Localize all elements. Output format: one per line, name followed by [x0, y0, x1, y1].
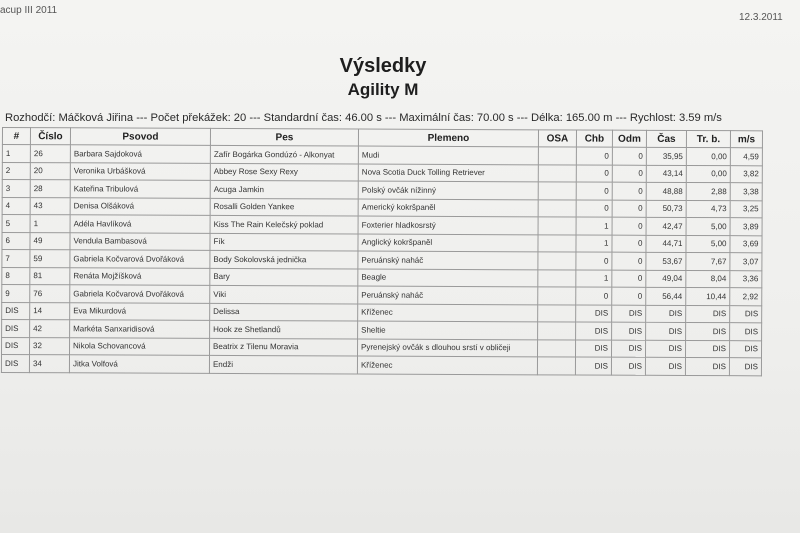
- faults-cell: 1: [576, 270, 612, 288]
- faults-cell: 0: [576, 287, 612, 305]
- handler-cell: Eva Mikurdová: [70, 302, 210, 320]
- penalty-cell: DIS: [686, 322, 730, 340]
- time-cell: 35,95: [646, 147, 686, 165]
- dog-cell: Delissa: [210, 303, 358, 321]
- speed-cell: 3,69: [730, 235, 762, 253]
- time-cell: 50,73: [646, 200, 686, 218]
- time-cell: 56,44: [646, 287, 686, 305]
- number-cell: 42: [30, 320, 70, 338]
- osa-cell: [538, 182, 576, 200]
- refusals-cell: DIS: [612, 322, 646, 340]
- dog-cell: Bary: [210, 268, 358, 286]
- penalty-cell: 5,00: [686, 235, 730, 253]
- dog-cell: Hook ze Shetlandů: [210, 320, 358, 338]
- speed-cell: 2,92: [730, 288, 762, 306]
- col-header-refusals: Odm: [612, 130, 646, 147]
- refusals-cell: 0: [612, 287, 646, 305]
- breed-cell: Beagle: [358, 269, 538, 287]
- refusals-cell: DIS: [612, 340, 646, 358]
- time-cell: DIS: [646, 322, 686, 340]
- col-header-faults: Chb: [576, 130, 612, 147]
- osa-cell: [537, 357, 575, 375]
- rank-cell: DIS: [2, 337, 30, 355]
- dog-cell: Viki: [210, 285, 358, 303]
- rank-cell: 8: [2, 267, 30, 285]
- col-header-handler: Psovod: [70, 128, 210, 146]
- competition-name: acup III 2011: [0, 5, 58, 16]
- faults-cell: DIS: [576, 305, 612, 323]
- number-cell: 26: [30, 145, 70, 163]
- col-header-osa: OSA: [538, 130, 576, 147]
- faults-cell: DIS: [575, 357, 611, 375]
- refusals-cell: 0: [612, 217, 646, 235]
- rank-cell: DIS: [1, 355, 29, 373]
- col-header-breed: Plemeno: [358, 129, 538, 147]
- handler-cell: Gabriela Kočvarová Dvořáková: [70, 285, 210, 303]
- faults-cell: DIS: [576, 322, 612, 340]
- number-cell: 81: [30, 267, 70, 285]
- rank-cell: 4: [2, 197, 30, 215]
- dog-cell: Body Sokolovská jednička: [210, 250, 358, 268]
- dog-cell: Fík: [210, 233, 358, 251]
- breed-cell: Pyrenejský ovčák s dlouhou srstí v obličeji: [358, 339, 538, 357]
- rank-cell: 2: [2, 162, 30, 180]
- number-cell: 76: [30, 285, 70, 303]
- osa-cell: [538, 147, 576, 165]
- faults-cell: DIS: [576, 340, 612, 358]
- osa-cell: [538, 252, 576, 270]
- penalty-cell: 0,00: [686, 165, 730, 183]
- speed-cell: 3,25: [730, 200, 762, 218]
- time-cell: 49,04: [646, 270, 686, 288]
- number-cell: 20: [30, 162, 70, 180]
- breed-cell: Foxterier hladkosrstý: [358, 216, 538, 234]
- breed-cell: Americký kokršpaněl: [358, 199, 538, 217]
- results-table: [1, 127, 763, 376]
- osa-cell: [538, 234, 576, 252]
- breed-cell: Kříženec: [357, 356, 537, 374]
- time-cell: 44,71: [646, 235, 686, 253]
- dog-cell: Beatrix z Tilenu Moravia: [210, 338, 358, 356]
- speed-cell: DIS: [730, 305, 762, 323]
- penalty-cell: 7,67: [686, 252, 730, 270]
- col-header-number: Číslo: [30, 128, 70, 145]
- number-cell: 32: [30, 337, 70, 355]
- refusals-cell: 0: [612, 182, 646, 200]
- refusals-cell: 0: [612, 165, 646, 183]
- penalty-cell: 2,88: [686, 182, 730, 200]
- breed-cell: Peruánský naháč: [358, 251, 538, 269]
- refusals-cell: 0: [612, 147, 646, 165]
- page-title: Výsledky: [339, 55, 427, 77]
- handler-cell: Veronika Urbášková: [70, 162, 210, 180]
- faults-cell: 0: [576, 252, 612, 270]
- col-header-dog: Pes: [210, 128, 358, 146]
- course-info: Rozhodčí: Máčková Jiřina --- Počet překážek: 20 --- Standardní čas: 46.00 s --- Maximální čas: 70.00 s --- Délka: 165.00 m --- Rychlost: 3.59 m/s: [5, 112, 722, 124]
- number-cell: 49: [30, 232, 70, 250]
- breed-cell: Nova Scotia Duck Tolling Retriever: [358, 164, 538, 182]
- number-cell: 1: [30, 215, 70, 233]
- table-row: [1, 355, 761, 376]
- refusals-cell: DIS: [611, 357, 645, 375]
- penalty-cell: 10,44: [686, 287, 730, 305]
- handler-cell: Adéla Havlíková: [70, 215, 210, 233]
- handler-cell: Denisa Olšáková: [70, 197, 210, 215]
- dog-cell: Acuga Jamkin: [210, 180, 358, 198]
- penalty-cell: DIS: [685, 357, 729, 375]
- osa-cell: [538, 287, 576, 305]
- refusals-cell: 0: [612, 252, 646, 270]
- col-header-penalty: Tr. b.: [686, 130, 730, 147]
- breed-cell: Kříženec: [358, 304, 538, 322]
- dog-cell: Zafír Bogárka Gondúzó - Alkonyat: [210, 145, 358, 163]
- breed-cell: Peruánský naháč: [358, 286, 538, 304]
- speed-cell: DIS: [729, 358, 761, 376]
- handler-cell: Jitka Volfová: [69, 355, 209, 373]
- time-cell: 42,47: [646, 217, 686, 235]
- handler-cell: Vendula Bambasová: [70, 232, 210, 250]
- rank-cell: 6: [2, 232, 30, 250]
- osa-cell: [538, 199, 576, 217]
- dog-cell: Abbey Rose Sexy Rexy: [210, 163, 358, 181]
- handler-cell: Barbara Sajdoková: [70, 145, 210, 163]
- rank-cell: 5: [2, 215, 30, 233]
- number-cell: 59: [30, 250, 70, 268]
- osa-cell: [538, 322, 576, 340]
- breed-cell: Polský ovčák nížinný: [358, 181, 538, 199]
- penalty-cell: 5,00: [686, 217, 730, 235]
- breed-cell: Mudi: [358, 146, 538, 164]
- col-header-speed: m/s: [730, 131, 762, 148]
- osa-cell: [538, 269, 576, 287]
- faults-cell: 0: [576, 165, 612, 183]
- col-header-time: Čas: [646, 130, 686, 147]
- dog-cell: Rosalli Golden Yankee: [210, 198, 358, 216]
- rank-cell: 3: [2, 180, 30, 198]
- penalty-cell: 8,04: [686, 270, 730, 288]
- handler-cell: Markéta Sanxaridisová: [70, 320, 210, 338]
- dog-cell: Endži: [209, 355, 357, 373]
- rank-cell: DIS: [2, 320, 30, 338]
- faults-cell: 1: [576, 235, 612, 253]
- time-cell: DIS: [646, 305, 686, 323]
- osa-cell: [538, 304, 576, 322]
- handler-cell: Gabriela Kočvarová Dvořáková: [70, 250, 210, 268]
- osa-cell: [538, 339, 576, 357]
- number-cell: 34: [29, 355, 69, 373]
- faults-cell: 0: [576, 147, 612, 165]
- dog-cell: Kiss The Rain Kelečský poklad: [210, 215, 358, 233]
- penalty-cell: DIS: [686, 340, 730, 358]
- speed-cell: 3,38: [730, 183, 762, 201]
- penalty-cell: 0,00: [686, 147, 730, 165]
- time-cell: 43,14: [646, 165, 686, 183]
- handler-cell: Kateřina Tribulová: [70, 180, 210, 198]
- breed-cell: Anglický kokršpaněl: [358, 234, 538, 252]
- rank-cell: DIS: [2, 302, 30, 320]
- handler-cell: Nikola Schovancová: [70, 337, 210, 355]
- refusals-cell: DIS: [612, 305, 646, 323]
- time-cell: 48,88: [646, 182, 686, 200]
- rank-cell: 9: [2, 285, 30, 303]
- col-header-rank: #: [2, 128, 30, 145]
- breed-cell: Sheltie: [358, 321, 538, 339]
- handler-cell: Renáta Mojžíšková: [70, 267, 210, 285]
- page-subtitle: Agility M: [347, 80, 419, 99]
- faults-cell: 0: [576, 200, 612, 218]
- time-cell: DIS: [646, 340, 686, 358]
- speed-cell: 3,82: [730, 165, 762, 183]
- speed-cell: 3,07: [730, 253, 762, 271]
- number-cell: 43: [30, 197, 70, 215]
- speed-cell: DIS: [730, 323, 762, 341]
- event-date: 12.3.2011: [739, 12, 783, 23]
- time-cell: DIS: [645, 357, 685, 375]
- speed-cell: 3,36: [730, 270, 762, 288]
- osa-cell: [538, 217, 576, 235]
- refusals-cell: 0: [612, 270, 646, 288]
- rank-cell: 1: [2, 145, 30, 163]
- faults-cell: 0: [576, 182, 612, 200]
- refusals-cell: 0: [612, 200, 646, 218]
- speed-cell: DIS: [730, 340, 762, 358]
- faults-cell: 1: [576, 217, 612, 235]
- time-cell: 53,67: [646, 252, 686, 270]
- speed-cell: 3,89: [730, 218, 762, 236]
- number-cell: 14: [30, 302, 70, 320]
- penalty-cell: DIS: [686, 305, 730, 323]
- rank-cell: 7: [2, 250, 30, 268]
- refusals-cell: 0: [612, 235, 646, 253]
- number-cell: 28: [30, 180, 70, 198]
- penalty-cell: 4,73: [686, 200, 730, 218]
- speed-cell: 4,59: [730, 148, 762, 166]
- osa-cell: [538, 164, 576, 182]
